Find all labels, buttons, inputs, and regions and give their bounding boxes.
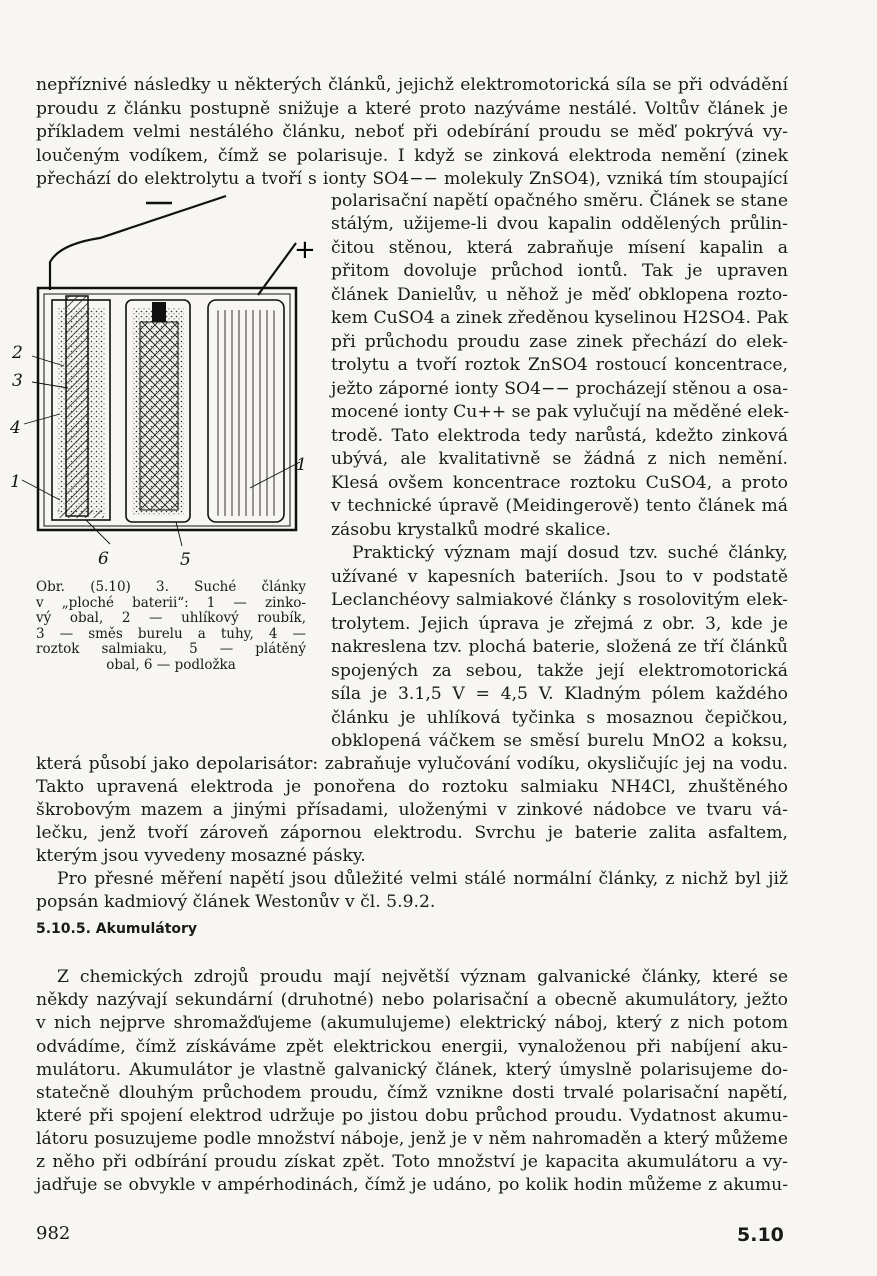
cell-left [52,296,110,520]
text-line: Praktický význam mají dosud tzv. suché články, [352,543,788,563]
caption-line: 3 — směs burelu a tuhy, 4 — [36,625,306,642]
text-line: obklopená váčkem se směsí burelu MnO2 a koksu, [331,731,788,751]
text-line: škrobovým mazem a jinými přísadami, uloženými v zinkové nádobce ve tvaru vá- [36,800,788,820]
label-1-right: 1 [296,455,307,475]
text-line: zásobu krystalků modré skalice. [331,520,612,540]
text-line: která působí jako depolarisátor: zabraňuje vylučování vodíku, okysličujíc jej na vodu. [36,754,788,774]
label-2: 2 [12,343,23,363]
section-heading: 5.10.5. Akumulátory [36,921,198,937]
text-line: trolytu a tvoří roztok ZnSO4 rostoucí koncentrace, [331,355,788,375]
text-line: někdy nazývají sekundární (druhotné) nebo polarisační a obecně akumulátory, ježto [36,990,788,1010]
caption-line: roztok salmiaku, 5 — plátěný [36,641,306,658]
text-line: lečku, jenž tvoří zároveň zápornou elektrodu. Svrchu je baterie zalita asfaltem, [36,823,788,843]
text-line: mocené ionty Cu++ se pak vylučují na měděné elek- [331,402,790,422]
text-line: kterým jsou vyvedeny mosazné pásky. [36,846,366,866]
text-line: nepříznivé následky u některých článků, jejichž elektromotorická síla se při odvádění [36,75,788,95]
text-line: polarisační napětí opačného směru. Článek se stane [331,191,788,211]
label-1-left: 1 [10,472,21,492]
text-line: přitom dovoluje průchod iontů. Tak je upraven [331,261,788,281]
text-line: v nich nejprve shromažďujeme (akumulujeme) elektrický náboj, který z nich potom [36,1013,788,1033]
text-line: proudu z článku postupně snižuje a které proto nazýváme nestálé. Voltův článek je [36,99,788,119]
page-number: 982 [36,1223,71,1244]
caption-line: Obr. (5.10) 3. Suché články [36,579,306,595]
text-line: článek Danielův, u něhož je měď obklopena rozto- [331,285,788,305]
text-line: v technické úpravě (Meidingerově) tento článek má [331,496,788,516]
text-line: Takto upravená elektroda je ponořena do roztoku salmiaku NH4Cl, zhuštěného [36,777,788,797]
negative-wire [50,196,226,290]
figure-caption [36,580,306,674]
text-line: trodě. Tato elektroda tedy narůstá, kdežto zinková [331,426,788,446]
text-line: při průchodu proudu zase zinek přechází do elek- [331,332,788,352]
plus-terminal-label: + [294,235,316,265]
text-line: příkladem velmi nestálého článku, neboť při odebírání proudu se měď pokrývá vy- [36,122,788,142]
text-line: přechází do elektrolytu a tvoří s ionty SO4−− molekuly ZnSO4), vzniká tím stoupající [36,169,788,189]
caption-line: v „ploché baterii“: 1 — zinko- [36,594,306,611]
label-6: 6 [98,549,109,565]
text-line: Klesá ovšem koncentrace roztoku CuSO4, a proto [331,473,788,493]
text-line: jadřuje se obvykle v ampérhodinách, čímž je udáno, po kolik hodin můžeme z akumu- [36,1175,788,1195]
text-line: trolytem. Jejich úprava je zřejmá z obr. 3, kde je [331,614,788,634]
text-line: ubývá, ale kvalitativně se žádná z nich nemění. [331,449,788,469]
cell-middle [126,300,190,522]
text-line: stálým, užijeme-li dvou kapalin oddělených průlin- [331,214,788,234]
text-line: loučeným vodíkem, čímž se polarisuje. I když se zinková elektroda nemění (zinek [36,146,788,166]
label-3: 3 [12,371,23,391]
text-line: nakreslena tzv. plochá baterie, složená ze tří článků [331,637,788,657]
section-number: 5.10 [737,1224,784,1246]
label-4: 4 [10,418,21,438]
text-line: kem CuSO4 a zinek zředěnou kyselinou H2SO4. Pak [331,308,788,328]
text-line: Z chemických zdrojů proudu mají největší význam galvanické články, které se [57,967,788,987]
text-line: Leclanchéovy salmiakové články s rosolovitým elek- [331,590,788,610]
text-line: spojených za sebou, takže její elektromotorická [331,661,788,681]
text-line: z něho při odbírání proudu získat zpět. Toto množství je kapacita akumulátoru a vy- [36,1152,788,1172]
cell-right [208,300,284,522]
text-line: statečně dlouhým průchodem proudu, čímž vznikne dosti trvalé polarisační napětí, [36,1083,788,1103]
label-5: 5 [180,550,191,565]
text-line: síla je 3.1,5 V = 4,5 V. Kladným pólem každého [331,684,788,704]
text-line: odvádíme, čímž získáváme zpět elektrickou energii, vynaloženou při nabíjení aku- [36,1037,788,1057]
text-line: popsán kadmiový článek Westonův v čl. 5.9.2. [36,892,436,912]
caption-line: vý obal, 2 — uhlíkový roubík, [36,610,306,627]
flat-battery-diagram [0,185,330,565]
text-line: čitou stěnou, která zabraňuje mísení kapalin a [331,238,788,258]
text-line: užívané v kapesních bateriích. Jsou to v podstatě [331,567,788,587]
text-line: Pro přesné měření napětí jsou důležité velmi stálé normální články, z nichž byl již [57,869,788,889]
text-line: článku je uhlíková tyčinka s mosaznou čepičkou, [331,708,788,728]
text-line: mulátoru. Akumulátor je vlastně galvanický článek, který úmyslně polarisujeme do- [36,1060,788,1080]
text-line: ježto záporné ionty SO4−− procházejí stěnou a osa- [331,379,788,399]
text-line: které při spojení elektrod udržuje po jistou dobu průchod proudu. Vydatnost akumu- [36,1106,788,1126]
caption-line: obal, 6 — podložka [106,656,236,673]
text-line: látoru posuzujeme podle množství náboje, jenž je v něm nahromaděn a který můžeme [36,1129,788,1149]
